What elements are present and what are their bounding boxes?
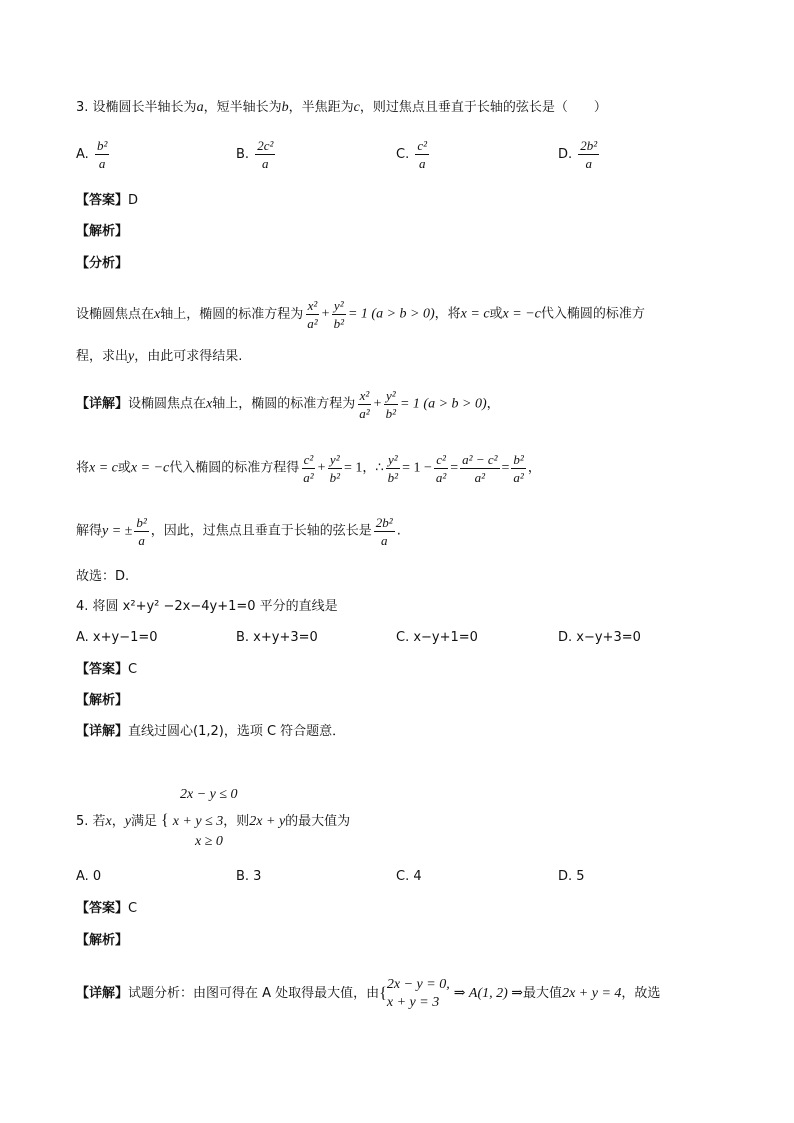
var-x: x [105,814,112,829]
frac-num: x² [359,388,370,403]
text: 将 [76,460,90,476]
text: 程，求出 [76,349,129,364]
q3-answer [76,191,138,211]
frac-den: a² [307,316,318,331]
q3-fenxi: 【分析】 [76,256,129,271]
frac-den: a [381,533,388,548]
fraction [434,452,448,485]
option-label: A. [76,147,89,162]
option-fraction [95,138,109,171]
q3-analysis-line-1 [76,298,645,331]
q5-detail [76,976,660,1012]
frac-num: 2b² [375,515,393,530]
q5-jiexi: 【解析】 [76,933,129,948]
frac-den: b² [387,470,399,485]
frac-num: 2c² [257,138,274,153]
frac-den: a² [513,470,524,485]
text: 代入椭圆的标准方 [540,306,645,322]
left-brace: { [379,985,387,1002]
q4-option-a[interactable]: A. x+y−1=0 [76,630,158,645]
eq: = 1 − [402,460,432,476]
q4-detail [76,722,345,742]
text: ，∴ [362,460,384,476]
condition: = 1 (a > b > 0) [347,306,435,322]
text: 轴上，椭圆的标准方程为 [160,307,304,322]
frac-den: a² [303,470,314,485]
q3-text-2: ，短半轴长为 [203,100,282,115]
text: 满足 [131,814,158,829]
condition: = 1 (a > b > 0) [399,396,487,412]
answer-value: D [128,193,139,208]
q3-jiexi: 【解析】 [76,224,129,239]
expr: 2x + y [249,814,286,829]
frac-num: a² − c² [462,452,498,467]
frac-den: b² [329,470,340,485]
q4-jiexi: 【解析】 [76,693,129,708]
text: 5. 若 [76,814,106,829]
q3-var-c: c [353,100,360,115]
frac-num: 2b² [580,138,598,153]
frac-den: a [138,533,145,548]
frac-den: b² [333,316,344,331]
text: 或 [117,460,131,476]
q3-detail-line-3 [76,515,401,548]
q3-option-b[interactable] [236,138,277,171]
var-y: y [124,814,131,829]
q3-option-a[interactable] [76,138,111,171]
q5-detail-system [387,976,450,1012]
fraction [301,452,315,485]
answer-value: C [128,662,138,677]
eq: x = c [89,460,118,476]
text: ，故选 [621,986,661,1001]
text: ，由此可求得结果. [134,349,243,364]
text: 代入椭圆的标准方程得 [169,460,300,476]
fraction [374,515,395,548]
text: ，因此，过焦点且垂直于长轴的弦长是 [150,523,372,539]
fraction [511,452,525,485]
q4-option-d[interactable]: D. x−y+3=0 [558,630,641,645]
detail-tag: 【详解】 [76,724,129,739]
q5-stem [76,811,350,832]
option-fraction [255,138,275,171]
q5-option-b[interactable]: B. 3 [236,869,262,884]
eq: = 1 [343,460,363,476]
option-label: D. [558,147,573,162]
option-label: C. [396,147,410,162]
q4-option-b[interactable]: B. x+y+3=0 [236,630,318,645]
frac-den: a² [435,470,447,485]
q5-system-line-3: x ≥ 0 [195,834,223,849]
detail-tag: 【详解】 [76,986,129,1001]
text: 的最大值为 [285,814,351,829]
sys-line: 2x − y = 0, [386,977,450,992]
frac-den: a [98,156,106,171]
frac-num: y² [388,452,398,467]
plus: + [317,460,326,476]
text: 试题分析：由图可得在 A 处取得最大值，由 [128,986,380,1001]
eq: ⇒ A(1, 2) ⇒ [453,986,524,1001]
eq: x = c [460,306,490,322]
text: ，将 [434,306,461,322]
sys-line: x + y = 3 [386,995,440,1010]
text: ， [111,814,125,829]
detail-tag: 【详解】 [76,396,129,412]
fraction [357,388,371,421]
option-fraction [578,138,599,171]
frac-den: a [585,156,592,171]
q3-detail-line-2 [76,452,541,485]
eq: = [450,460,459,476]
text: ，则 [223,814,250,829]
text: 或 [489,306,503,322]
q4-answer [76,660,137,680]
frac-den: a [262,156,269,171]
plus: + [373,396,382,412]
var-y: y [128,349,135,364]
text: ， [527,460,541,476]
fraction [460,452,499,485]
fraction [328,452,342,485]
option-fraction [415,138,429,171]
q5-answer [76,899,137,919]
eq: = [501,460,510,476]
text: . [396,523,401,539]
q3-text: 设椭圆长半轴长为 [92,100,197,115]
eq: x = −c [502,306,541,322]
q4-option-c[interactable]: C. x−y+1=0 [396,630,478,645]
q5-system-line-2: x + y ≤ 3 [172,814,224,829]
frac-num: y² [333,298,344,313]
q3-analysis-line-2 [76,347,242,367]
answer-tag: 【答案】 [76,193,129,208]
eq: 2x + y = 4 [562,986,622,1001]
text: 设椭圆焦点在 [76,307,155,322]
fraction [134,515,148,548]
frac-num: y² [385,388,396,403]
frac-num: b² [513,452,524,467]
answer-value: C [128,901,138,916]
text: 轴上，椭圆的标准方程为 [212,396,356,412]
text: 设椭圆焦点在 [128,396,207,412]
text: 最大值 [523,986,563,1001]
fraction [386,452,400,485]
q3-number: 3. [76,100,89,115]
q3-stem [76,98,607,118]
text: 解得 [76,523,103,539]
answer-tag: 【答案】 [76,901,129,916]
text: 直线过圆心(1,2)，选项 C 符合题意． [128,724,346,739]
frac-num: y² [329,452,340,467]
eq: y = ± [102,523,133,539]
frac-num: c² [417,138,428,153]
frac-den: a² [474,470,486,485]
frac-num: b² [96,138,108,153]
q5-option-c[interactable]: C. 4 [396,869,422,884]
fraction [332,298,346,331]
q3-var-b: b [281,100,289,115]
frac-den: a [418,156,426,171]
q3-option-d[interactable] [558,138,601,171]
eq: x = −c [130,460,170,476]
q3-var-a: a [196,100,204,115]
plus: + [321,306,330,322]
q5-option-a[interactable]: A. 0 [76,869,102,884]
q3-choose: 故选：D. [76,569,130,584]
q4-stem: 4. 将圆 x²+y² −2x−4y+1=0 平分的直线是 [76,599,338,614]
fraction [305,298,319,331]
option-label: B. [236,147,250,162]
q5-system-line-1: 2x − y ≤ 0 [180,787,238,802]
left-brace: { [161,812,169,829]
var-x: x [154,307,161,322]
frac-den: b² [385,406,396,421]
var-x: x [206,396,213,412]
frac-num: b² [136,515,147,530]
frac-den: a² [359,406,370,421]
q3-detail-line-1 [76,388,500,421]
frac-num: c² [436,452,446,467]
frac-num: x² [307,298,318,313]
frac-num: c² [303,452,314,467]
q5-option-d[interactable]: D. 5 [558,869,585,884]
text: ， [486,396,500,412]
answer-tag: 【答案】 [76,662,129,677]
q3-text-4: ，则过焦点且垂直于长轴的弦长是（ ） [359,100,607,115]
q3-text-3: ，半焦距为 [288,100,354,115]
q3-option-c[interactable] [396,138,431,171]
fraction [384,388,398,421]
